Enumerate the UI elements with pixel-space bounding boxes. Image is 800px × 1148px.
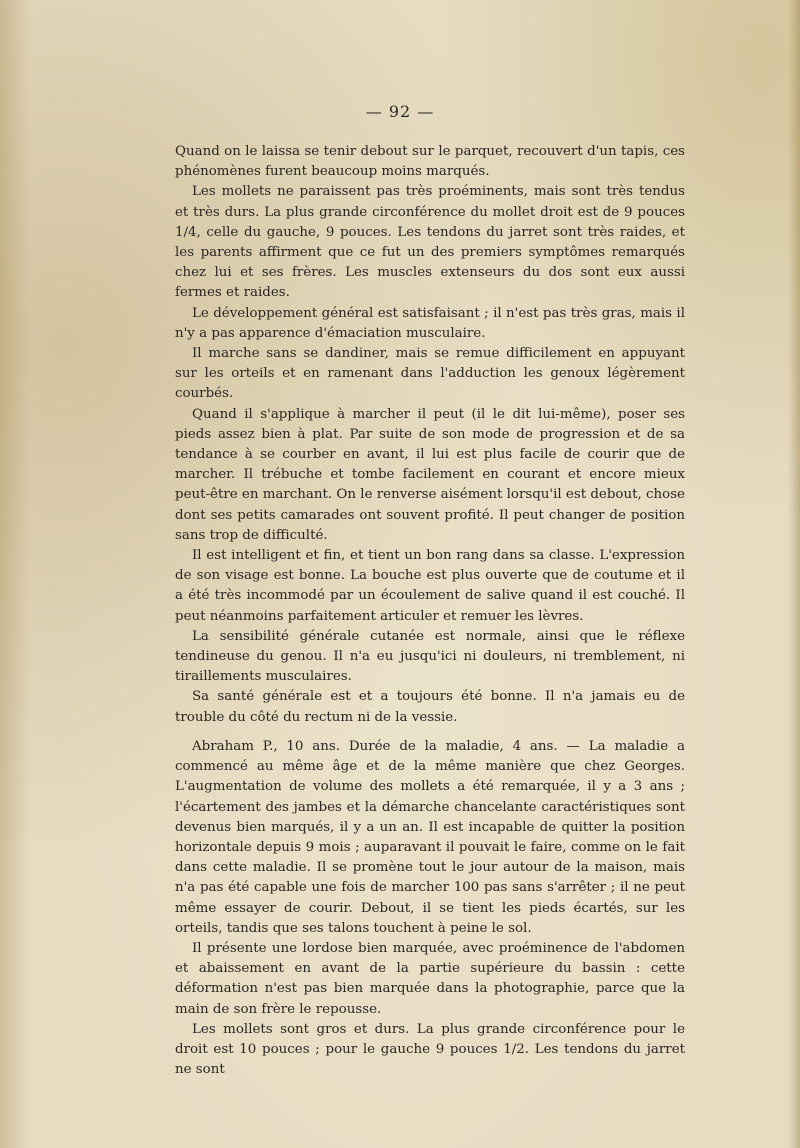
- paragraph: Il présente une lordose bien marquée, avec proéminence de l'abdomen et abaissement en avant de la partie supérieure du bassin : cette déformation n'est pas bien marquée dans la photographie, parce que la main de son frère le repousse.: [175, 940, 685, 1017]
- page-edge-shadow-left: [0, 0, 30, 1148]
- paragraph: Les mollets ne paraissent pas très proéminents, mais sont très tendus et très durs. La plus grande circonférence du mollet droit est de 9 pouces 1/4, celle du gauche, 9 pouces. Les tendons du jarret sont très raides, et les parents affirment que ce fut un des premiers symptômes remarqués chez lui et ses frères. Les muscles extenseurs du dos sont eux aussi fermes et raides.: [175, 184, 685, 301]
- page-edge-shadow-right: [788, 0, 800, 1148]
- paragraph: Il est intelligent et fin, et tient un bon rang dans sa classe. L'expression de son visage est bonne. La bouche est plus ouverte que de coutume et il a été très incommodé par un écoulement de salive quand il est couché. Il peut néanmoins parfaitement articuler et remuer les lèvres.: [175, 548, 685, 624]
- page-number: — 92 —: [365, 102, 435, 121]
- body-text: [175, 142, 685, 1080]
- paragraph: Sa santé générale est et a toujours été bonne. Il n'a jamais eu de trouble du côté du rectum ni de la vessie.: [175, 689, 685, 725]
- paragraph: Quand il s'applique à marcher il peut (il le dit lui-même), poser ses pieds assez bien à plat. Par suite de son mode de progression et de sa tendance à se courber en avant, il lui est plus facile de courir que de marcher. Il trébuche et tombe facilement en courant et encore mieux peut-être en marchant. On le renverse aisément lorsqu'il est debout, chose dont ses petits camarades ont souvent profité. Il peut changer de position sans trop de difficulté.: [175, 406, 685, 543]
- paragraph: Il marche sans se dandiner, mais se remue difficilement en appuyant sur les orteils et en ramenant dans l'adduction les genoux légèrement courbés.: [175, 346, 685, 402]
- paragraph: Abraham P., 10 ans. Durée de la maladie, 4 ans. — La maladie a commencé au même âge et de la même manière que chez Georges. L'augmentation de volume des mollets a été remarquée, il y a 3 ans ; l'écartement des jambes et la démarche chancelante caractéristiques sont devenus bien marqués, il y a un an. Il est incapable de quitter la position horizontale depuis 9 mois ; auparavant il pouvait le faire, comme on le fait dans cette maladie. Il se promène tout le jour autour de la maison, mais n'a pas été capable une fois de marcher 100 pas sans s'arrêter ; il ne peut même essayer de courir. Debout, il se tient les pieds écartés, sur les orteils, tandis que ses talons touchent à peine le sol.: [175, 738, 685, 936]
- paragraph: Quand on le laissa se tenir debout sur le parquet, recouvert d'un tapis, ces phénomènes furent beaucoup moins marqués.: [175, 144, 685, 180]
- paragraph: La sensibilité générale cutanée est normale, ainsi que le réflexe tendineuse du genou. Il n'a eu jusqu'ici ni douleurs, ni tremblement, ni tiraillements musculaires.: [175, 628, 685, 685]
- paragraph: Les mollets sont gros et durs. La plus grande circonférence pour le droit est 10 pouces ; pour le gauche 9 pouces 1/2. Les tendons du jarret ne sont: [175, 1021, 685, 1078]
- paragraph: Le développement général est satisfaisant ; il n'est pas très gras, mais il n'y a pas apparence d'émaciation musculaire.: [175, 305, 685, 341]
- section-gap: [175, 728, 685, 737]
